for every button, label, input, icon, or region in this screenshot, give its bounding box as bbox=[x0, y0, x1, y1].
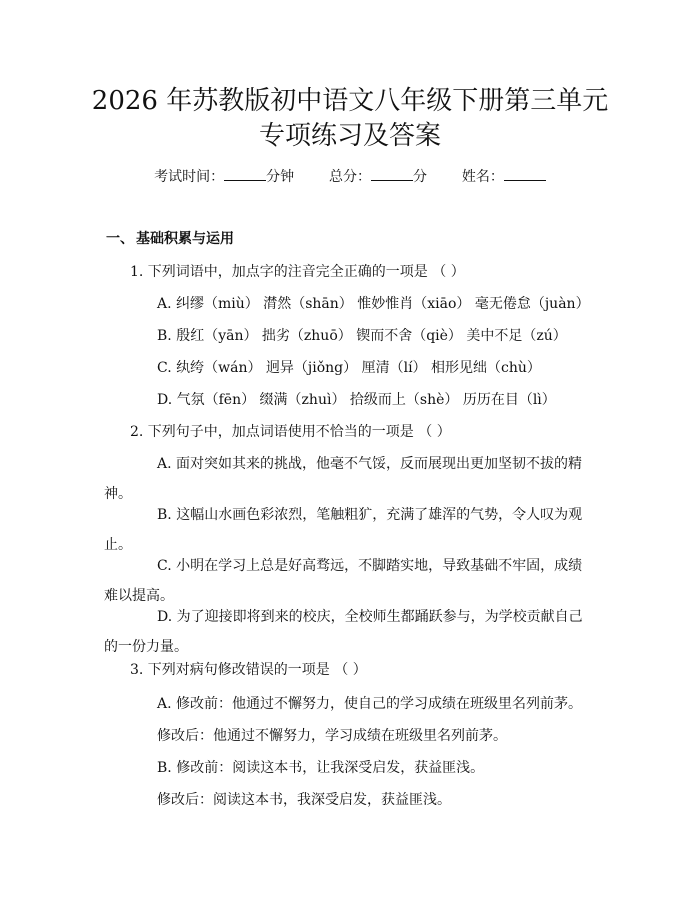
score-unit: 分 bbox=[413, 169, 427, 185]
question-3-option-a-after: 修改后：他通过不懈努力，学习成绩在班级里名列前茅。 bbox=[157, 728, 507, 744]
question-2-stem: 2. 下列句子中，加点词语使用不恰当的一项是 （ ） bbox=[130, 424, 451, 440]
section-heading bbox=[106, 229, 234, 249]
time-blank[interactable] bbox=[224, 166, 266, 181]
question-2-option-a: A. 面对突如其来的挑战，他毫不气馁，反而展现出更加坚韧不拔的精神。 bbox=[104, 456, 583, 502]
question-2-option-b: B. 这幅山水画色彩浓烈，笔触粗犷，充满了雄浑的气势，令人叹为观止。 bbox=[104, 507, 583, 553]
question-1-stem: 1. 下列词语中，加点字的注音完全正确的一项是 （ ） bbox=[130, 264, 465, 280]
name-label: 姓名： bbox=[461, 169, 504, 185]
question-3-option-b-after: 修改后：阅读这本书，我深受启发，获益匪浅。 bbox=[157, 792, 451, 808]
question-1-option-b: B. 殷红（yān） 拙劣（zhuō） 锲而不舍（qiè） 美中不足（zú） bbox=[157, 328, 567, 344]
question-3-option-a-before: A. 修改前：他通过不懈努力，使自己的学习成绩在班级里名列前茅。 bbox=[157, 696, 583, 712]
time-label: 考试时间： bbox=[154, 169, 225, 185]
question-1-option-a: A. 纠缪（miù） 潸然（shān） 惟妙惟肖（xiāo） 毫无倦怠（juàn） bbox=[157, 296, 590, 312]
time-unit: 分钟 bbox=[266, 169, 295, 185]
question-1-option-c: C. 纨绔（wán） 迥异（jiǒng） 厘清（lí） 相形见绌（chù） bbox=[157, 360, 541, 376]
question-2-option-d: D. 为了迎接即将到来的校庆，全校师生都踊跃参与，为学校贡献自己的一份力量。 bbox=[104, 609, 583, 655]
section-title: 基础积累与运用 bbox=[136, 231, 234, 247]
question-2-option-c: C. 小明在学习上总是好高骛远，不脚踏实地，导致基础不牢固，成绩难以提高。 bbox=[104, 558, 583, 604]
name-blank[interactable] bbox=[504, 166, 546, 181]
exam-meta bbox=[0, 166, 700, 187]
page-title-line2: 专项练习及答案 bbox=[258, 121, 441, 151]
question-3-option-b-before: B. 修改前：阅读这本书，让我深受启发，获益匪浅。 bbox=[157, 760, 485, 776]
question-3-stem: 3. 下列对病句修改错误的一项是 （ ） bbox=[130, 662, 367, 678]
score-blank[interactable] bbox=[371, 166, 413, 181]
section-number: 一、 bbox=[106, 231, 134, 247]
score-label: 总分： bbox=[329, 169, 371, 185]
page-title-line1: 2026 年苏教版初中语文八年级下册第三单元 bbox=[91, 86, 609, 116]
question-1-option-d: D. 气氛（fēn） 缀满（zhuì） 拾级而上（shè） 历历在目（lì） bbox=[157, 392, 556, 408]
